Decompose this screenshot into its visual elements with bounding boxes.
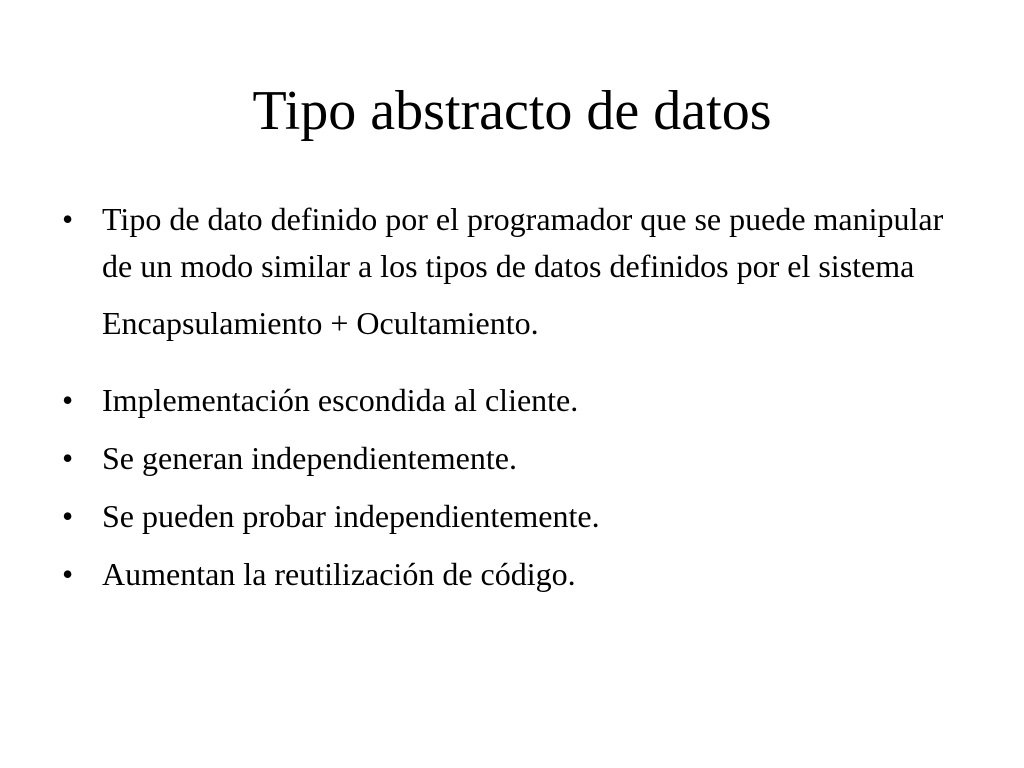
bullet-item-definition	[62, 196, 962, 290]
bullet-text: Se generan independientemente.	[102, 440, 517, 476]
bullet-item-4	[62, 551, 962, 598]
bullet-dot-icon: •	[62, 556, 74, 592]
bullet-text: Se pueden probar independientemente.	[102, 498, 600, 534]
bullet-list	[62, 196, 962, 609]
bullet-item-1	[62, 377, 962, 424]
bullet-text: Aumentan la reutilización de código.	[102, 556, 576, 592]
bullet-text: Implementación escondida al cliente.	[102, 382, 579, 418]
sub-paragraph: Encapsulamiento + Ocultamiento.	[102, 305, 539, 341]
bullet-dot-icon: •	[62, 201, 74, 237]
bullet-dot-icon: •	[62, 382, 74, 418]
bullet-item-2	[62, 435, 962, 482]
bullet-dot-icon: •	[62, 498, 74, 534]
bullet-text: Tipo de dato definido por el programador que se puede manipular de un modo similar a los tipos de datos definidos por el sistema	[102, 201, 944, 284]
bullet-item-3	[62, 493, 962, 540]
bullet-dot-icon: •	[62, 440, 74, 476]
slide-title: Tipo abstracto de datos	[252, 80, 772, 142]
